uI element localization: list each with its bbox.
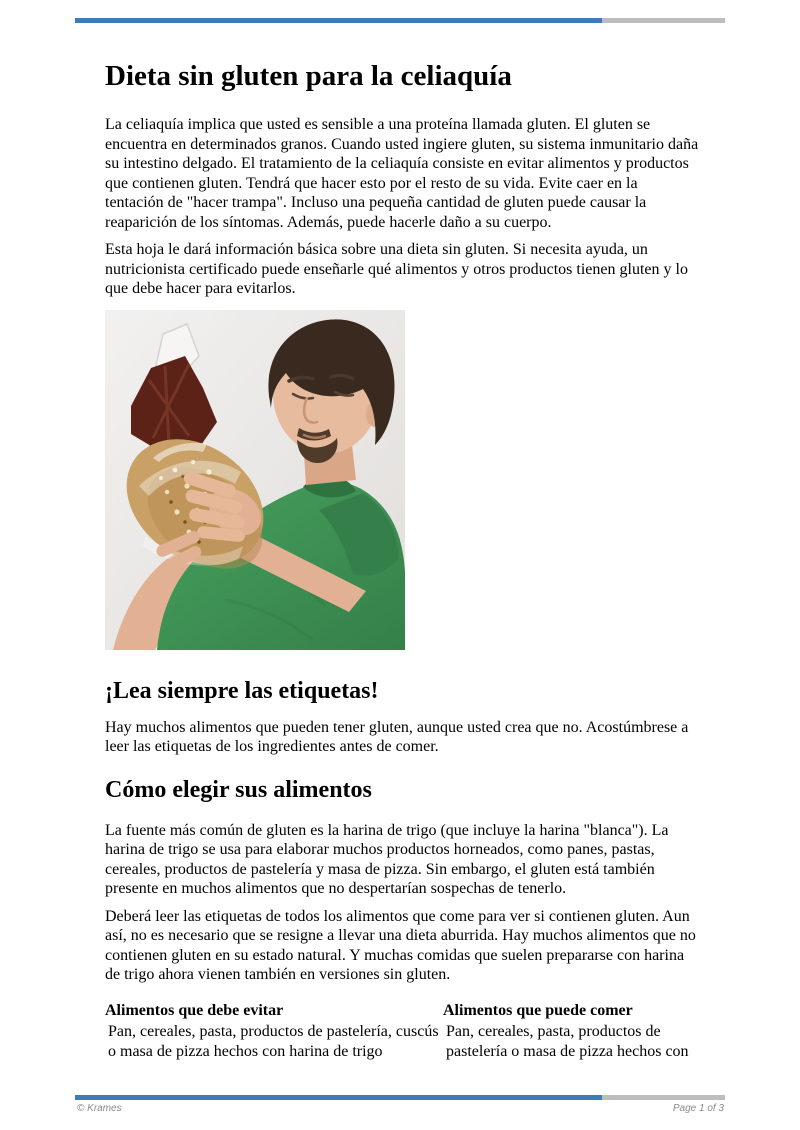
page-number: Page 1 of 3 xyxy=(672,1103,724,1114)
document-content xyxy=(105,0,699,1061)
section-heading-read-labels: ¡Lea siempre las etiquetas! xyxy=(105,677,379,704)
eat-column-text: Pan, cereales, pasta, productos de pastelería o masa de pizza hechos con xyxy=(446,1023,689,1060)
choose-foods-paragraph-1: La fuente más común de gluten es la harina de trigo (que incluye la harina "blanca"). La harina de trigo se usa para elaborar muchos productos horneados, como panes, pastas, cereales, productos de pastelería y masa de pizza. Sin embargo, el gluten está también presente en muchos alimentos que no despertarían sospechas de tenerlo. xyxy=(105,821,669,897)
page-title: Dieta sin gluten para la celiaquía xyxy=(105,60,512,92)
avoid-column xyxy=(105,1001,443,1062)
footer-divider-blue-segment xyxy=(75,1095,602,1100)
man-holding-bread-photo xyxy=(105,310,405,650)
page-footer xyxy=(77,1103,724,1115)
read-labels-paragraph: Hay muchos alimentos que pueden tener gluten, aunque usted crea que no. Acostúmbrese a leer las etiquetas de los ingredientes antes de comer. xyxy=(105,718,689,755)
avoid-column-text: Pan, cereales, pasta, productos de pastelería, cuscús o masa de pizza hechos con harina de trigo xyxy=(108,1023,439,1060)
copyright-text: © Krames xyxy=(77,1103,122,1114)
footer-divider-gray-segment xyxy=(602,1095,726,1100)
intro-paragraph-1: La celiaquía implica que usted es sensible a una proteína llamada gluten. El gluten se encuentra en determinados granos. Cuando usted ingiere gluten, su sistema inmunitario daña su intestino delgado. El tratamiento de la celiaquía consiste en evitar alimentos y productos que contienen gluten. Tendrá que hacer esto por el resto de su vida. Evite caer en la tentación de "hacer trampa". Incluso una pequeña cantidad de gluten puede causar la reaparición de los síntomas. Además, puede hacerle daño a su cuerpo. xyxy=(105,116,699,231)
intro-paragraph-2: Esta hoja le dará información básica sobre una dieta sin gluten. Si necesita ayuda, un nutricionista certificado puede enseñarle qué alimentos y otros productos tienen gluten y lo que debe hacer para evitarlos. xyxy=(105,241,688,297)
eat-column xyxy=(443,1001,699,1062)
choose-foods-paragraph-2: Deberá leer las etiquetas de todos los alimentos que come para ver si contienen gluten. Aun así, no es necesario que se resigne a llevar una dieta aburrida. Hay muchos alimentos que no contienen gluten en su estado natural. Y muchas comidas que suelen prepararse con harina de trigo ahora vienen también en versiones sin gluten. xyxy=(105,907,696,983)
section-heading-choose-foods: Cómo elegir sus alimentos xyxy=(105,776,372,803)
footer-divider xyxy=(75,1095,725,1100)
avoid-column-heading: Alimentos que debe evitar xyxy=(105,1001,284,1019)
food-columns xyxy=(105,1001,699,1062)
eat-column-heading: Alimentos que puede comer xyxy=(443,1001,633,1019)
